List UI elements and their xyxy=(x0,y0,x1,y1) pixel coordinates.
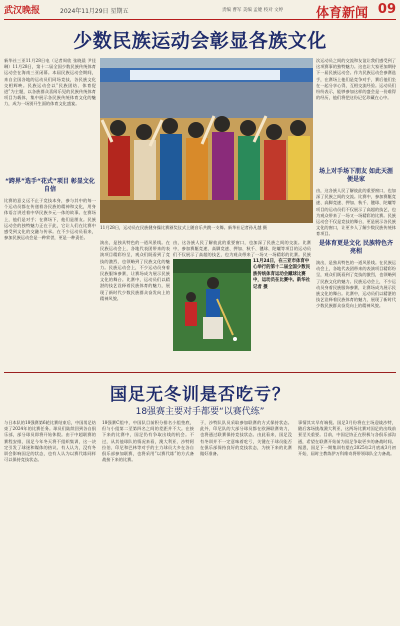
editor-credits: 责编 曹军 美编 孟婕 校对 文婷 xyxy=(222,8,284,13)
article-column-right-top: 次运动员之间的交流和友谊让我们感受到了这项赛事的独特魅力。这也让大家更加期待下一届民族运动会。作为民族运动会参赛选手，在赛场上他们是竞争对手，赛后他们坐在一起分享心得，互相交流经验。运动员们纷纷表示，能够参加这样的盛会是一份难得的经历，他们将把这份记忆珍藏在心中。 xyxy=(316,58,396,101)
article-column-right-middle: 由，这各族人民了解彼此的重要窗口，也加深了民族之间的交流。比赛中，参加赛艇竞速、高脚竞速、押加、秋千、毽球、陀螺等项目的运动员们不仅展示了高超的技艺，也为观众带来了一场又一场精彩的比赛。民族运动会不仅是竞技的舞台，更是展示各民族文化的窗口，让更多人了解少数民族传统体育项目。 xyxy=(316,188,396,236)
article-column-center-top: 由，这各族人民了解彼此的重要窗口，也加深了民族之间的交流。比赛中，参加赛艇竞速、高脚竞速、押加、秋千、毽球、陀螺等项目的运动员们不仅展示了高超的技艺，也为观众带来了一场又一场精彩的比赛。民族 xyxy=(173,240,311,258)
subtitle-national-team: 18强赛主要对手都要“以赛代练” xyxy=(135,407,265,417)
main-photo-caption: 11月28日，运动员在民族健身操比赛颁奖仪式上随音乐共跳一支舞。新华社记者孙凡越 摄 xyxy=(100,225,267,230)
article2-column-3: 于，沙特队队员采取参加联赛的方式保持状态。此外，印尼队的大部分球员都在欧洲联赛效力，也将通过联赛保持竞技状态。由此看来，国足没有冬训并不一定意味着吃亏，关键在于球员能否在俱乐部保持良好的竞技状态，为接下来的比赛做好准备。 xyxy=(200,420,292,457)
section-title: 体育新闻 xyxy=(315,6,368,21)
article-column-middle: 演出，是独具特色的一道风景线。在民族运动会上，各地代表团带来的表演项目精彩纷呈，观众们既看到了竞技的激烈，也领略到了民族文化的魅力。民族运动会上，不少运动员身着民族服饰参赛，让赛场成为展示民族文化的舞台。比赛中，运动员们以精湛的技艺诠释着民族体育的魅力，展现了新时代少数民族群众奋发向上的精神风貌。 xyxy=(100,240,170,301)
small-photo-caption: 11月24日，在三亚市体育中心举行的第十二届全国少数民族传统体育运动会蹴球比赛中，运动员在比赛中。新华社记者 摄 xyxy=(253,259,311,290)
headline-national-team: 国足无冬训是否吃亏？ xyxy=(110,385,290,405)
article-column-left-bottom: 比赛的意义远不止于竞技本身，参与其中的每一个运动员都在传递着各民族的精神和文化，用身体语言讲述着中华民族多元一体的故事。在赛场上，他们是对手；在赛场下，他们是朋友。民族运动会的独特魅力正在于此，它让人们在比赛中感受到文化的交融与传承。在不少运动员看来，参加民族运动会是一种荣誉，更是一种责任。 xyxy=(4,198,96,241)
masthead xyxy=(4,2,396,20)
article-column-left-top: 新华社三亚11月28日电（记者周欣 张晓晨 尹佳琳）11月28日，第十二届全国少数民族传统体育运动会在海南三亚闭幕。本届民族运动会期间，来自全国各地的运动员们同场竞技，各民族文化交相辉映。民族运动会以“民族团结、体育促进”为主题，以各族群众喜闻乐见的民族传统体育项目为载体，集中展示各民族传统体育文化的魅力，成为一场别开生面的体育文化盛宴。 xyxy=(4,58,96,107)
paper-name: 武汉晚报 xyxy=(4,6,41,16)
subheading-sport-culture: 是体育更是文化 民族特色齐亮相 xyxy=(318,240,394,255)
article2-column-4: 事情其实早有端倪。国足3月份将在主场迎战沙特，随后客场挑战澳大利亚，这两场比赛对国足的出线前景至关重要。目前，中国足协正在积极与各俱乐部沟通，希望在联赛开始前为国足争取更多的备战时间。据悉，国足下一期集训有望在2025年2月底或3月初开始，届时主教练伊万科维奇将带领球队全力备战。 xyxy=(298,420,396,457)
page-number: 09 xyxy=(377,2,396,17)
main-photo-dancers xyxy=(100,58,313,223)
headline-ethnic-games: 少数民族运动会彰显各族文化 xyxy=(73,30,327,52)
article-column-right-bottom: 演出，是独具特色的一道风景线。在民族运动会上，各地代表团带来的表演项目精彩纷呈，观众们既看到了竞技的激烈，也领略到了民族文化的魅力。民族运动会上，不少运动员身着民族服饰参赛，让赛场成为展示民族文化的舞台。比赛中，运动员们以精湛的技艺诠释着民族体育的魅力，展现了新时代少数民族群众奋发向上的精神风貌。 xyxy=(316,260,396,309)
field-hockey-illustration xyxy=(173,259,251,351)
subheading-rivals-friends: 场上对手场下朋友 如此天涯便是家 xyxy=(318,168,394,183)
section-divider xyxy=(4,372,396,373)
article2-column-2: 18强赛C组中，中国队目前积分排名小组垫底，但与小组第二至第四名之间的差距并不大。在接下来的比赛中，国足仍有争取出线的机会。不过，从其他球队的情况来看，澳大利亚、沙特阿拉伯、印尼和巴林等对手的主力球员大多在各自俱乐部参加联赛，也将采用“以赛代练”的方式备战接下来的比赛。 xyxy=(102,420,194,463)
article2-column-1: 与日本队的18强赛第6轮比赛结束后，中国男足结束了2024年的比赛任务。球员们陆续回到各自俱乐部，部分球员即将开始休假。由于中超联赛的赛程安排，国足今年冬天将不组织集训，这一决定引发了球迷和媒体的热议。有人认为，没有冬训会影响国足的状态，也有人认为以赛代练同样可以保持竞技状态。 xyxy=(4,420,96,463)
issue-date: 2024年11月29日 星期五 xyxy=(60,8,129,15)
small-photo-lacrosse xyxy=(173,259,251,351)
subheading-cross-over: “跨界”选手“花式”项目 彰显文化自信 xyxy=(5,178,95,193)
dance-photo-illustration xyxy=(100,58,313,223)
